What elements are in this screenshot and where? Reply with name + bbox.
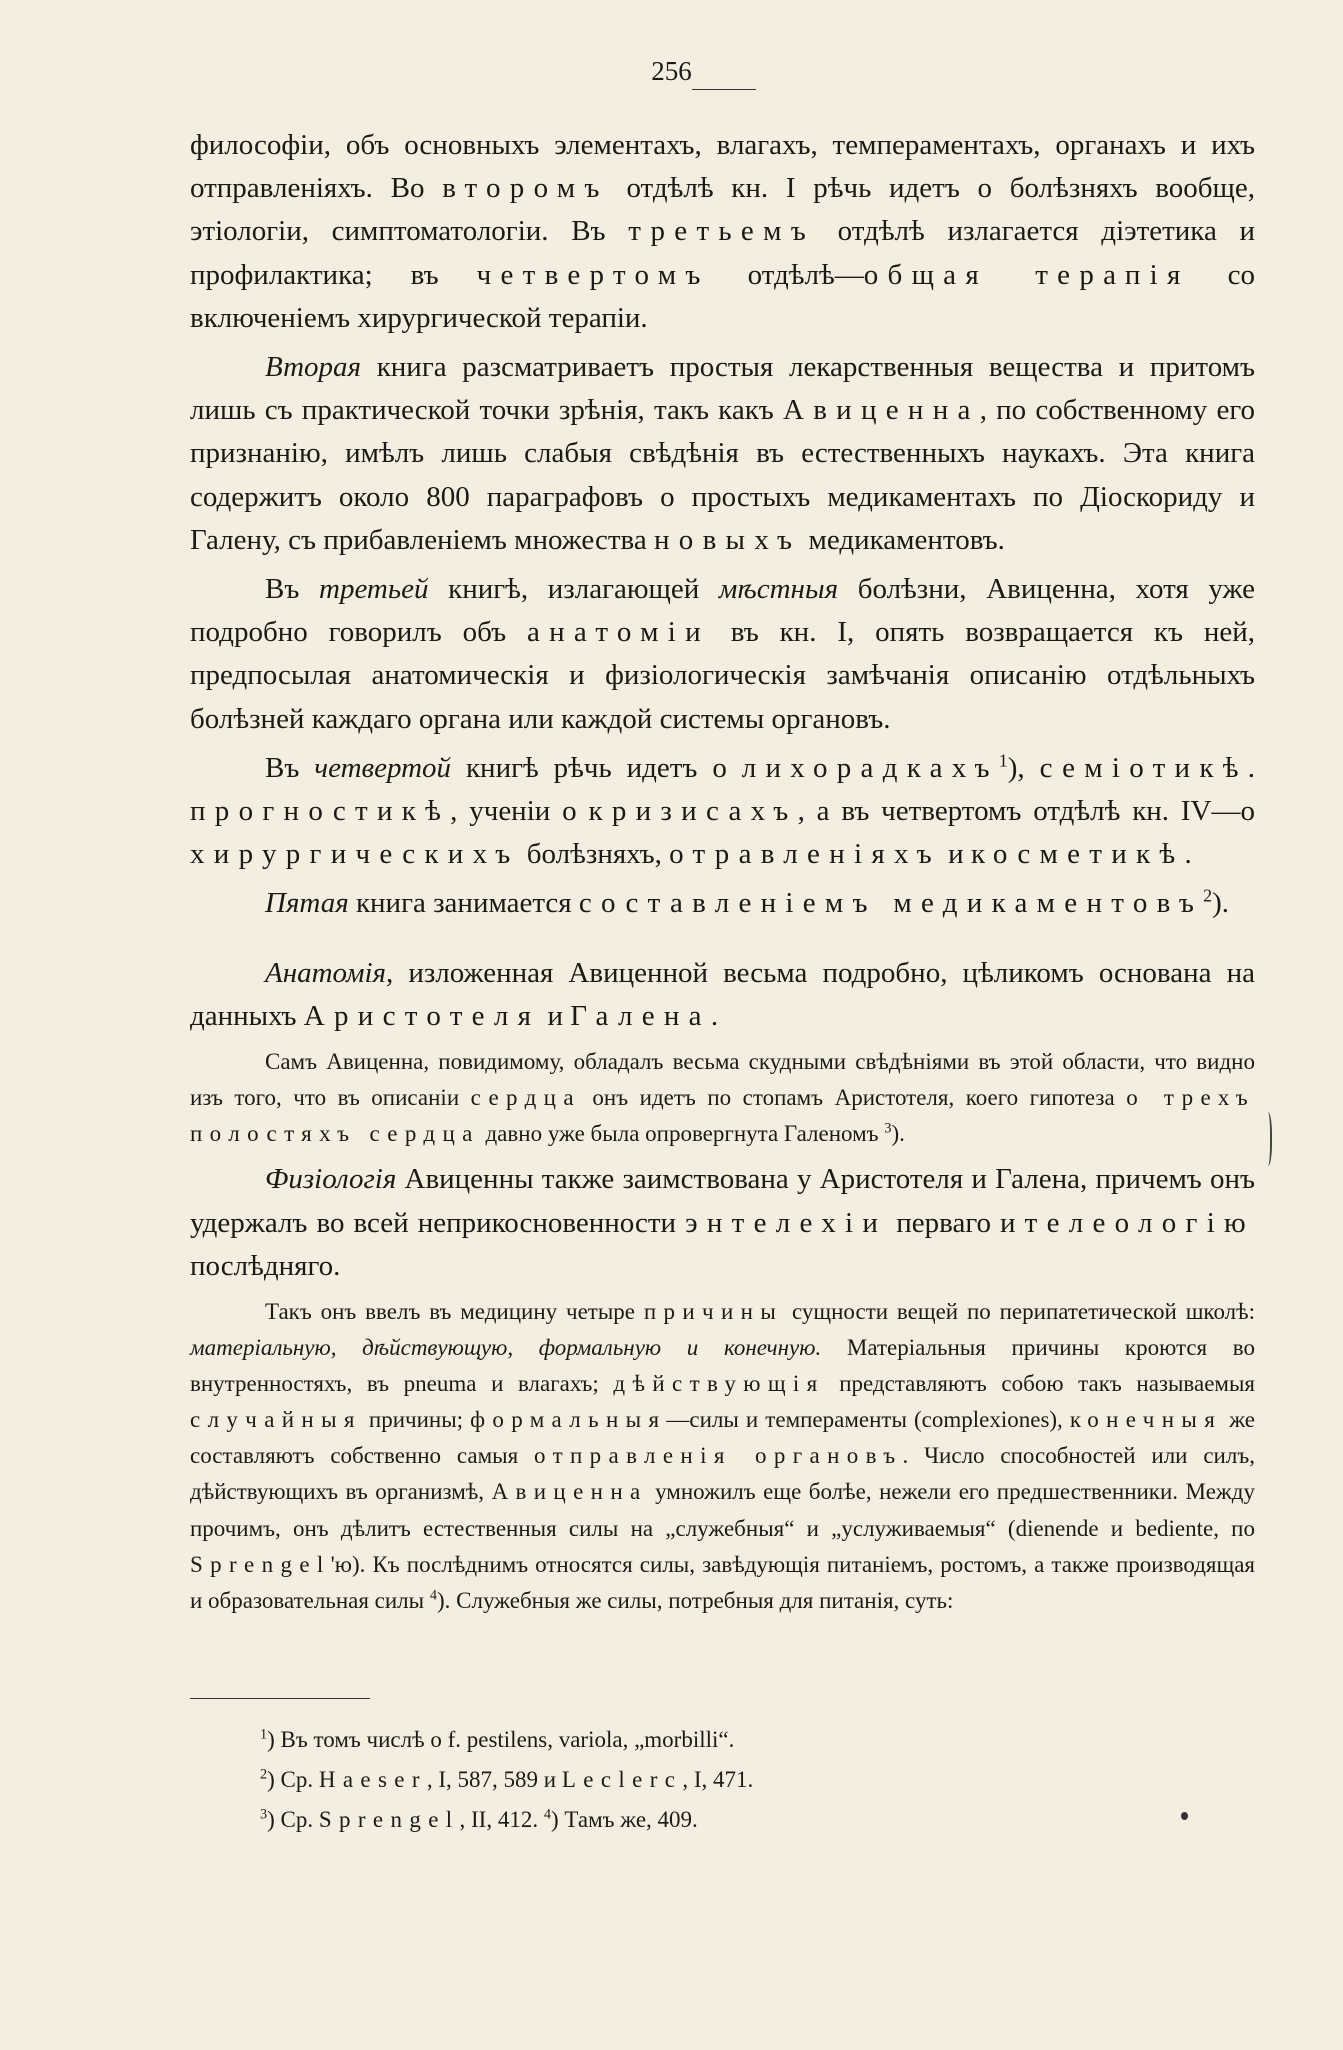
spaced-emphasis: второмъ: [442, 172, 609, 205]
footnote-2: [260, 1760, 1160, 1800]
spaced-emphasis: дѣйствующія: [613, 1371, 825, 1397]
spaced-emphasis: Leclerc: [561, 1767, 683, 1792]
ink-speck: [1181, 1812, 1188, 1820]
footnote-1: [260, 1720, 1160, 1760]
text-run: болѣзни, Авиценна, хотя уже подробно говорилъ объ: [190, 573, 1255, 649]
text-run: книга занимается: [348, 887, 579, 920]
text-run: .: [1247, 751, 1255, 784]
spaced-emphasis: составленіемъ медикаментовъ: [578, 887, 1204, 920]
text-run: , II, 412.: [459, 1807, 544, 1832]
text-run: Такъ онъ ввелъ въ медицину четыре: [265, 1298, 644, 1324]
italic-text: матеріальную, дѣйствующую, формальную и конечную.: [190, 1335, 822, 1361]
text-run: .: [710, 999, 719, 1032]
footnote-marker: 2: [260, 1766, 268, 1783]
text-run: отдѣлѣ излагается діэтетика и профилактика; въ: [190, 215, 1256, 291]
text-run: ) Ср.: [267, 1767, 319, 1792]
text-run: , по собственному его признанію, имѣлъ лишь слабыя свѣдѣнія въ естественныхъ наукахъ. Эта книга содержитъ около 800 параграфовъ о простыхъ медикаментахъ по Діоскориду и Галену, съ прибавленіемъ множества: [190, 394, 1256, 556]
spaced-emphasis: причины: [643, 1298, 784, 1324]
spaced-emphasis: прогностикѣ: [190, 795, 451, 828]
text-run: , а въ четвертомъ отдѣлѣ кн. IV—о: [797, 795, 1255, 828]
text-run: и: [540, 999, 571, 1032]
spaced-emphasis: лихорадкахъ: [741, 751, 999, 784]
footnote-marker: 3: [260, 1806, 268, 1823]
spaced-emphasis: Авиценна: [491, 1479, 648, 1505]
spaced-emphasis: Sprengel: [190, 1551, 331, 1577]
spaced-emphasis: Галена: [570, 999, 711, 1032]
italic-text: мѣстныя: [718, 573, 839, 606]
footnote-marker: 2: [1203, 885, 1213, 906]
footnote-marker: 1: [260, 1726, 268, 1743]
paragraph-fifth-book: [190, 882, 1255, 925]
text-run: послѣдняго.: [190, 1249, 341, 1282]
text-run: сущности вещей по перипатетической школѣ:: [783, 1298, 1255, 1324]
text-run: въ кн. I, опять возвращается къ ней, предпосылая анатомическія и физіологическія замѣчанія описанію отдѣльныхъ болѣзней каждаго органа или каждой системы органовъ.: [190, 616, 1255, 735]
text-run: Въ: [265, 573, 319, 606]
paragraph-physiology: [190, 1158, 1255, 1288]
text-run: .: [1184, 838, 1192, 871]
spaced-emphasis: конечныя: [1069, 1407, 1223, 1433]
italic-text: Вторая: [265, 351, 361, 384]
text-run: книгѣ, излагающей: [428, 573, 719, 606]
margin-bracket-mark: [1262, 1112, 1272, 1166]
text-run: перваго и: [887, 1206, 1025, 1239]
text-run: умножилъ еще болѣе, нежели его предшественники. Между прочимъ, онъ дѣлитъ естественныя силы на „служебныя“ и „услуживаемыя“ (dienende и bediente, по: [190, 1479, 1255, 1541]
spaced-emphasis: Sprengel: [318, 1807, 460, 1832]
footnote-3: [260, 1800, 1160, 1840]
spaced-emphasis: отравленіяхъ: [669, 838, 941, 871]
text-run: Въ: [265, 751, 315, 784]
text-run: философіи, объ основныхъ элементахъ, влагахъ, темпераментахъ, органахъ и ихъ отправленіяхъ. Во: [190, 129, 1255, 205]
spaced-emphasis: хирургическихъ: [190, 838, 520, 871]
text-run: ).: [1212, 887, 1230, 920]
paragraph-third-book: [190, 568, 1255, 741]
text-run: —силы и темпераменты (complexiones),: [666, 1407, 1070, 1433]
italic-text: четвертой: [314, 751, 452, 784]
italic-text: Физіологія: [265, 1163, 397, 1196]
spaced-emphasis: общая терапія: [863, 258, 1190, 291]
text-run: , изложенная Авиценной весьма подробно, цѣликомъ основана на данныхъ: [190, 956, 1255, 1032]
spaced-emphasis: случайныя: [190, 1407, 362, 1433]
text-run: , I, 587, 589 и: [426, 1767, 562, 1792]
text-run: ).: [891, 1121, 905, 1147]
spaced-emphasis: анатоміи: [526, 616, 710, 649]
paragraph-fourth-book: [190, 747, 1255, 877]
spaced-emphasis: Авиценна: [782, 394, 980, 427]
text-run: . Число способностей или силъ, дѣйствующихъ въ организмѣ,: [190, 1443, 1255, 1505]
text-run: , I, 471.: [682, 1767, 754, 1792]
text-run: Самъ Авиценна, повидимому, обладалъ весьма скудными свѣдѣніями въ этой области, что видно изъ того, что въ описаніи: [190, 1049, 1255, 1111]
footnote-marker: 3: [884, 1120, 892, 1137]
italic-text: Пятая: [265, 887, 349, 920]
footnotes: [260, 1720, 1160, 1840]
spaced-emphasis: сердца: [470, 1085, 581, 1111]
footnote-marker: 4: [543, 1806, 551, 1823]
paragraph-anatomy: [190, 952, 1255, 1038]
text-run: ) Ср.: [267, 1807, 319, 1832]
text-run: отдѣлѣ кн. I рѣчь идетъ о болѣзняхъ вообще, этіологіи, симптоматологіи. Въ: [190, 172, 1255, 248]
spaced-emphasis: косметикѣ: [970, 838, 1185, 871]
text-run: же составляютъ собственно самыя: [190, 1407, 1256, 1469]
footnote-separator: [190, 1698, 370, 1699]
text-run: отдѣлѣ—: [709, 258, 864, 291]
text-run: книга разсматриваетъ простыя лекарственныя вещества и притомъ лишь съ практической точки зрѣнія, такъ какъ: [190, 351, 1255, 427]
text-run: болѣзняхъ,: [519, 838, 670, 871]
main-text: [190, 124, 1255, 1619]
text-run: , ученіи о: [450, 795, 589, 828]
paragraph-physiology-note: [190, 1294, 1255, 1619]
text-run: давно уже была опровергнута Галеномъ: [479, 1121, 885, 1147]
spaced-emphasis: формальныя: [470, 1407, 667, 1433]
text-run: и: [940, 838, 971, 871]
text-run: книгѣ рѣчь идетъ о: [451, 751, 742, 784]
spaced-emphasis: кризисахъ: [588, 795, 798, 828]
spaced-emphasis: о трехъ полостяхъ сердца: [190, 1085, 1255, 1147]
spaced-emphasis: четвертомъ: [476, 258, 710, 291]
spaced-emphasis: семіотикѣ: [1039, 751, 1248, 784]
spaced-emphasis: телеологію: [1024, 1206, 1256, 1239]
italic-text: Анатомія: [265, 956, 386, 989]
text-run: ),: [1007, 751, 1040, 784]
spaced-emphasis: третьемъ: [628, 215, 815, 248]
spaced-emphasis: энтелехіи: [685, 1206, 888, 1239]
paragraph-classification-continued: [190, 124, 1255, 340]
text-run: ) Въ томъ числѣ o f. pestilens, variola, „morbilli“.: [267, 1727, 735, 1752]
text-run: Авиценны также заимствована у Аристотеля и Галена, причемъ онъ удержалъ во всей неприкосновенности: [190, 1163, 1255, 1239]
italic-text: третьей: [319, 573, 429, 606]
text-run: ). Служебныя же силы, потребныя для питанія, суть:: [437, 1587, 954, 1613]
page-number-underline: [692, 89, 756, 90]
paragraph-anatomy-note: [190, 1044, 1255, 1152]
text-run: ) Тамъ же, 409.: [550, 1807, 698, 1832]
paragraph-second-book: [190, 346, 1255, 562]
text-run: онъ идетъ по стопамъ Аристотеля, коего гипотеза: [580, 1085, 1127, 1111]
spaced-emphasis: новыхъ: [654, 523, 802, 556]
text-run: медикаментовъ.: [801, 523, 1005, 556]
text-run: представляютъ собою такъ называемыя: [824, 1371, 1255, 1397]
footnote-marker: 4: [429, 1587, 437, 1604]
text-run: причины;: [361, 1407, 471, 1433]
text-run: со включеніемъ хирургической терапіи.: [190, 258, 1255, 334]
footnote-marker: 1: [998, 750, 1008, 771]
spaced-emphasis: Аристотеля: [303, 999, 541, 1032]
page-number: 256: [651, 56, 692, 86]
text-run: Матеріальныя причины кроются во внутренностяхъ, въ pneuma и влагахъ;: [190, 1335, 1255, 1397]
text-run: 'ю). Къ послѣднимъ относятся силы, завѣдующія питаніемъ, ростомъ, а также производящая и образовательная силы: [190, 1551, 1255, 1613]
spaced-emphasis: отправленія органовъ: [534, 1443, 903, 1469]
spaced-emphasis: Haeser: [318, 1767, 427, 1792]
